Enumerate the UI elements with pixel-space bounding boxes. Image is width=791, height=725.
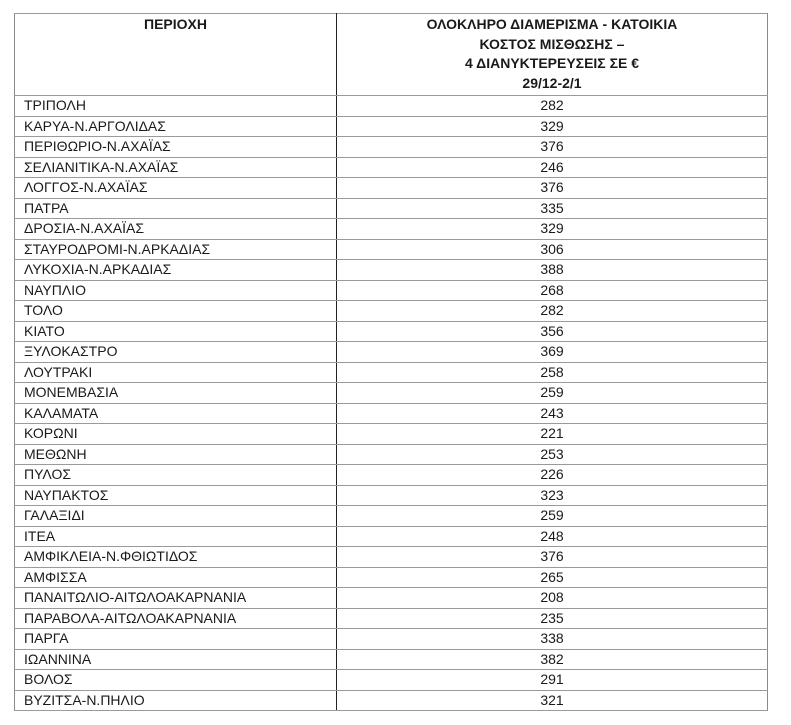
- table-row: [15, 321, 768, 342]
- table-row: [15, 116, 768, 137]
- region-cell: ΝΑΥΠΑΚΤΟΣ: [15, 485, 337, 506]
- cost-cell: 338: [337, 629, 768, 650]
- table-row: [15, 485, 768, 506]
- cost-cell: 235: [337, 608, 768, 629]
- cost-cell: 291: [337, 670, 768, 691]
- table-row: [15, 567, 768, 588]
- region-cell: ΙΤΕΑ: [15, 526, 337, 547]
- table-row: [15, 137, 768, 158]
- region-cell: ΠΑΝΑΙΤΩΛΙΟ-ΑΙΤΩΛΟΑΚΑΡΝΑΝΙΑ: [15, 588, 337, 609]
- region-cell: ΠΑΡΓΑ: [15, 629, 337, 650]
- cost-cell: 376: [337, 137, 768, 158]
- region-cell: ΠΑΡΑΒΟΛΑ-ΑΙΤΩΛΟΑΚΑΡΝΑΝΙΑ: [15, 608, 337, 629]
- table-row: [15, 383, 768, 404]
- table-row: [15, 690, 768, 711]
- cost-cell: 221: [337, 424, 768, 445]
- cost-cell: 356: [337, 321, 768, 342]
- region-column-header: ΠΕΡΙΟΧΗ: [15, 14, 337, 96]
- cost-cell: 226: [337, 465, 768, 486]
- cost-cell: 243: [337, 403, 768, 424]
- table-row: [15, 547, 768, 568]
- cost-cell: 335: [337, 198, 768, 219]
- table-row: [15, 588, 768, 609]
- table-row: [15, 608, 768, 629]
- region-cell: ΣΤΑΥΡΟΔΡΟΜΙ-Ν.ΑΡΚΑΔΙΑΣ: [15, 239, 337, 260]
- cost-header-line-4: 29/12-2/1: [522, 74, 582, 91]
- region-cell: ΝΑΥΠΛΙΟ: [15, 280, 337, 301]
- table-row: [15, 403, 768, 424]
- cost-cell: 246: [337, 157, 768, 178]
- table-row: [15, 342, 768, 363]
- cost-cell: 208: [337, 588, 768, 609]
- cost-cell: 259: [337, 506, 768, 527]
- region-cell: ΜΕΘΩΝΗ: [15, 444, 337, 465]
- cost-cell: 329: [337, 116, 768, 137]
- region-cell: ΚΟΡΩΝΙ: [15, 424, 337, 445]
- table-row: [15, 629, 768, 650]
- table-row: [15, 280, 768, 301]
- table-row: [15, 198, 768, 219]
- cost-cell: 382: [337, 649, 768, 670]
- region-cell: ΑΜΦΙΣΣΑ: [15, 567, 337, 588]
- region-cell: ΙΩΑΝΝΙΝΑ: [15, 649, 337, 670]
- table-row: [15, 157, 768, 178]
- region-cell: ΠΕΡΙΘΩΡΙΟ-Ν.ΑΧΑΪΑΣ: [15, 137, 337, 158]
- cost-cell: 376: [337, 178, 768, 199]
- cost-header-line-3: 4 ΔΙΑΝΥΚΤΕΡΕΥΣΕΙΣ ΣΕ €: [464, 55, 639, 71]
- region-cell: ΜΟΝΕΜΒΑΣΙΑ: [15, 383, 337, 404]
- table-row: [15, 178, 768, 199]
- cost-cell: 323: [337, 485, 768, 506]
- table-row: [15, 301, 768, 322]
- region-cell: ΛΟΥΤΡΑΚΙ: [15, 362, 337, 383]
- table-row: [15, 96, 768, 117]
- cost-cell: 258: [337, 362, 768, 383]
- cost-cell: 253: [337, 444, 768, 465]
- region-cell: ΛΟΓΓΟΣ-Ν.ΑΧΑΪΑΣ: [15, 178, 337, 199]
- region-cell: ΚΙΑΤΟ: [15, 321, 337, 342]
- region-cell: ΒΥΖΙΤΣΑ-Ν.ΠΗΛΙΟ: [15, 690, 337, 711]
- cost-header-line-1: ΟΛΟΚΛΗΡΟ ΔΙΑΜΕΡΙΣΜΑ - ΚΑΤΟΙΚΙΑ: [426, 16, 678, 32]
- region-cell: ΠΑΤΡΑ: [15, 198, 337, 219]
- table-row: [15, 526, 768, 547]
- cost-cell: 282: [337, 301, 768, 322]
- table-row: [15, 239, 768, 260]
- region-cell: ΚΑΡΥΑ-Ν.ΑΡΓΟΛΙΔΑΣ: [15, 116, 337, 137]
- region-cell: ΣΕΛΙΑΝΙΤΙΚΑ-Ν.ΑΧΑΪΑΣ: [15, 157, 337, 178]
- region-cell: ΛΥΚΟΧΙΑ-Ν.ΑΡΚΑΔΙΑΣ: [15, 260, 337, 281]
- table-row: [15, 260, 768, 281]
- table-row: [15, 219, 768, 240]
- region-cell: ΚΑΛΑΜΑΤΑ: [15, 403, 337, 424]
- region-cell: ΤΟΛΟ: [15, 301, 337, 322]
- cost-header-line-2: ΚΟΣΤΟΣ ΜΙΣΘΩΣΗΣ –: [479, 35, 625, 52]
- cost-cell: 329: [337, 219, 768, 240]
- table-row: [15, 649, 768, 670]
- table-header-row: [15, 14, 768, 96]
- cost-cell: 321: [337, 690, 768, 711]
- table-row: [15, 506, 768, 527]
- table-row: [15, 444, 768, 465]
- cost-cell: 282: [337, 96, 768, 117]
- cost-cell: 306: [337, 239, 768, 260]
- region-cell: ΒΟΛΟΣ: [15, 670, 337, 691]
- cost-column-header: [337, 14, 768, 96]
- region-cell: ΠΥΛΟΣ: [15, 465, 337, 486]
- table-row: [15, 362, 768, 383]
- cost-cell: 369: [337, 342, 768, 363]
- table-row: [15, 424, 768, 445]
- cost-cell: 268: [337, 280, 768, 301]
- region-cell: ΞΥΛΟΚΑΣΤΡΟ: [15, 342, 337, 363]
- table-body: [15, 96, 768, 711]
- cost-cell: 259: [337, 383, 768, 404]
- cost-cell: 265: [337, 567, 768, 588]
- region-cell: ΔΡΟΣΙΑ-Ν.ΑΧΑΪΑΣ: [15, 219, 337, 240]
- table-row: [15, 465, 768, 486]
- cost-cell: 248: [337, 526, 768, 547]
- cost-cell: 376: [337, 547, 768, 568]
- region-cell: ΓΑΛΑΞΙΔΙ: [15, 506, 337, 527]
- region-cell: ΤΡΙΠΟΛΗ: [15, 96, 337, 117]
- cost-cell: 388: [337, 260, 768, 281]
- table-row: [15, 670, 768, 691]
- rental-cost-table: [14, 13, 768, 711]
- region-cell: ΑΜΦΙΚΛΕΙΑ-Ν.ΦΘΙΩΤΙΔΟΣ: [15, 547, 337, 568]
